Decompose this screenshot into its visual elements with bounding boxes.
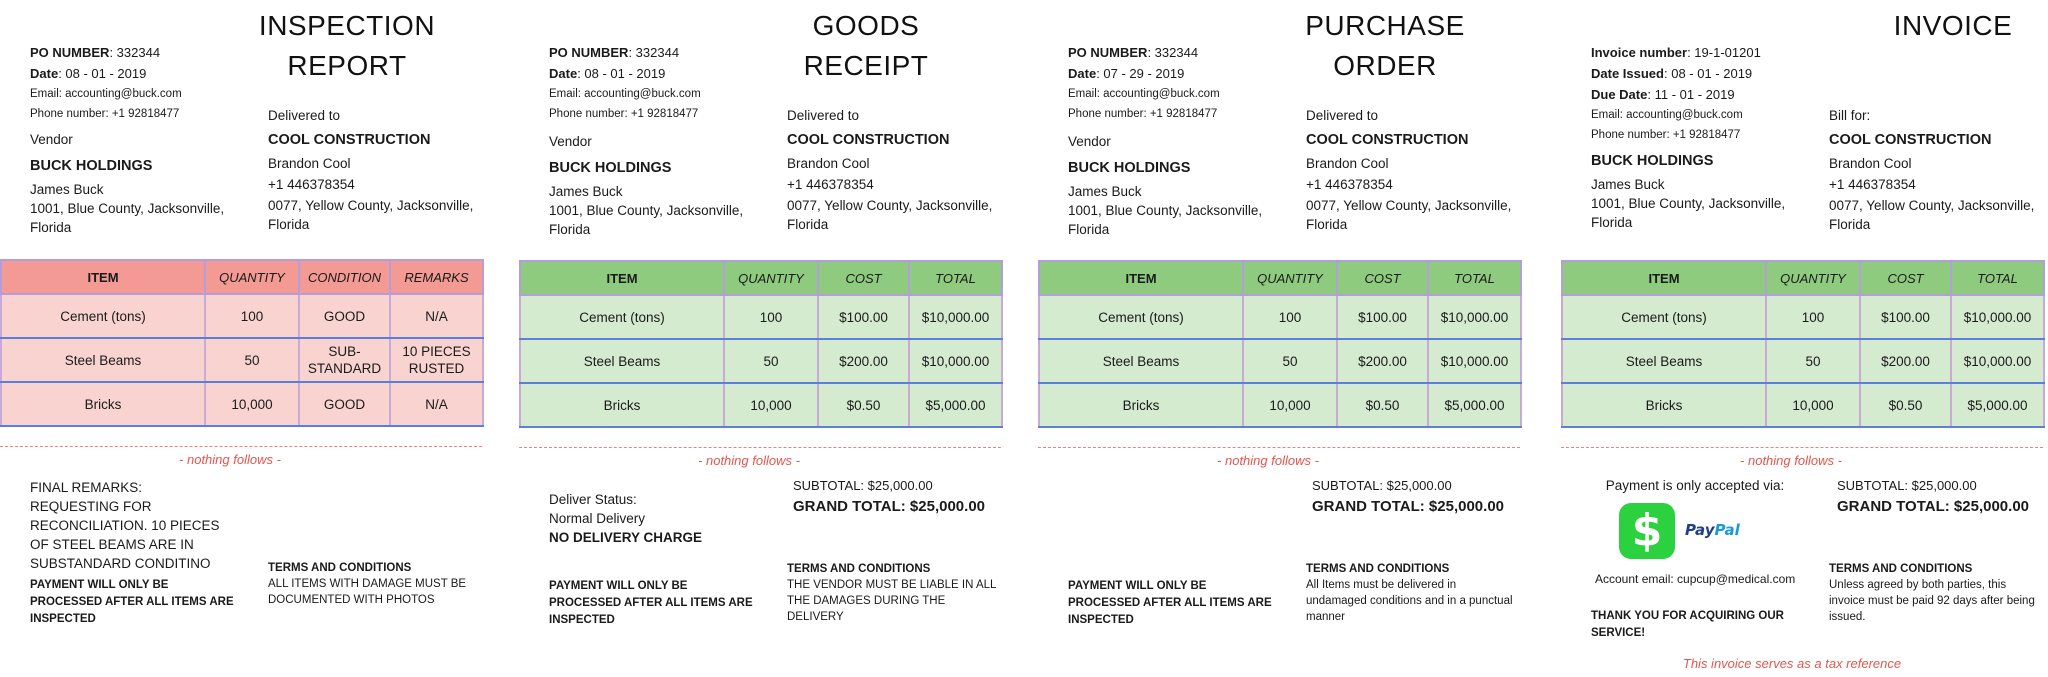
date-issued-label: Date Issued xyxy=(1591,66,1664,81)
table-cell: $200.00 xyxy=(1860,339,1951,383)
thank-you-note: THANK YOU FOR ACQUIRING OUR SERVICE! xyxy=(1591,610,1784,639)
document-title xyxy=(1873,6,2033,46)
deliver-name: COOL CONSTRUCTION xyxy=(1306,132,1469,148)
table-cell: $0.50 xyxy=(1337,383,1428,427)
table-cell: Cement (tons) xyxy=(1039,295,1243,339)
column-header: TOTAL xyxy=(1951,261,2044,295)
date-label: Date xyxy=(1068,66,1097,81)
deliver-block xyxy=(787,106,997,236)
table-cell: Steel Beams xyxy=(520,339,724,383)
table-cell: Cement (tons) xyxy=(1,294,205,338)
column-header: QUANTITY xyxy=(724,261,818,295)
table-row xyxy=(1039,383,1521,427)
phone-text: Phone number: +1 92818477 xyxy=(30,108,180,120)
po-number-value: : 332344 xyxy=(628,45,680,60)
table-cell: SUB-STANDARD xyxy=(299,338,390,382)
terms-body: THE VENDOR MUST BE LIABLE IN ALL THE DAMAGES DURING THE DELIVERY xyxy=(787,579,996,623)
terms-body: All Items must be delivered in undamaged conditions and in a punctual manner xyxy=(1306,579,1513,623)
paypal-logo-pay: Pay xyxy=(1685,521,1715,539)
terms-block xyxy=(787,561,997,625)
items-table xyxy=(0,259,484,427)
column-header: QUANTITY xyxy=(1766,261,1860,295)
deliver-label: Delivered to xyxy=(1306,108,1379,123)
terms-heading: TERMS AND CONDITIONS xyxy=(1306,563,1450,575)
bill-to-label: Bill for: xyxy=(1829,108,1871,123)
column-header: COST xyxy=(1860,261,1951,295)
vendor-address: 1001, Blue County, Jacksonville, Florida xyxy=(549,203,744,237)
column-header: QUANTITY xyxy=(1243,261,1337,295)
column-header: COST xyxy=(1337,261,1428,295)
items-table xyxy=(1561,260,2045,428)
table-cell: $10,000.00 xyxy=(1428,295,1521,339)
deliver-block xyxy=(1306,106,1516,236)
totals-block xyxy=(1837,476,2047,518)
payment-note: PAYMENT WILL ONLY BE PROCESSED AFTER ALL ITEMS ARE INSPECTED xyxy=(30,579,234,625)
payment-methods-label: Payment is only accepted via: xyxy=(1605,478,1785,493)
deliver-contact: Brandon Cool xyxy=(1306,156,1389,171)
table-cell: $5,000.00 xyxy=(1428,383,1521,427)
nothing-follows-note: - nothing follows - xyxy=(1217,453,1319,468)
deliver-phone: +1 446378354 xyxy=(1306,177,1393,192)
deliver-phone: +1 446378354 xyxy=(268,177,355,192)
email-text: Email: accounting@buck.com xyxy=(1068,88,1220,100)
bill-to-name: COOL CONSTRUCTION xyxy=(1829,132,1992,148)
vendor-block xyxy=(1068,132,1298,239)
table-cell: Steel Beams xyxy=(1,338,205,382)
table-cell: GOOD xyxy=(299,382,390,426)
cash-app-icon: $ xyxy=(1619,503,1675,559)
terms-heading: TERMS AND CONDITIONS xyxy=(268,562,412,574)
vendor-name: BUCK HOLDINGS xyxy=(1068,160,1191,176)
totals-block xyxy=(1312,476,1522,518)
vendor-label: Vendor xyxy=(30,132,73,147)
title-line: INVOICE xyxy=(1893,10,2013,41)
purchase-order-document xyxy=(1038,0,1520,677)
title-line: REPORT xyxy=(287,50,407,81)
table-row xyxy=(1039,339,1521,383)
table-row xyxy=(1,338,483,382)
deliver-label: Delivered to xyxy=(787,108,860,123)
deliver-phone: +1 446378354 xyxy=(787,177,874,192)
document-info xyxy=(549,42,779,124)
table-cell: 100 xyxy=(205,294,299,338)
table-cell: N/A xyxy=(390,294,483,338)
table-cell: $10,000.00 xyxy=(909,295,1002,339)
title-line: PURCHASE xyxy=(1305,10,1465,41)
bill-to-phone: +1 446378354 xyxy=(1829,177,1916,192)
final-remarks: FINAL REMARKS: REQUESTING FOR RECONCILIATION. 10 PIECES OF STEEL BEAMS ARE IN SUBSTANDARD CONDITINO xyxy=(30,480,220,571)
terms-body: ALL ITEMS WITH DAMAGE MUST BE DOCUMENTED WITH PHOTOS xyxy=(268,578,467,606)
status-label: Deliver Status: xyxy=(549,492,637,507)
totals-block xyxy=(793,476,1003,518)
table-cell: Bricks xyxy=(520,383,724,427)
table-cell: $10,000.00 xyxy=(1951,295,2044,339)
table-cell: 100 xyxy=(1766,295,1860,339)
divider xyxy=(0,446,482,447)
vendor-address: 1001, Blue County, Jacksonville, Florida xyxy=(30,201,225,235)
column-header: TOTAL xyxy=(909,261,1002,295)
table-cell: 10,000 xyxy=(1766,383,1860,427)
due-date-label: Due Date xyxy=(1591,87,1648,102)
paypal-logo xyxy=(1685,521,1740,539)
vendor-name: BUCK HOLDINGS xyxy=(30,158,153,174)
table-cell: $5,000.00 xyxy=(909,383,1002,427)
date-label: Date xyxy=(30,66,59,81)
deliver-address: 0077, Yellow County, Jacksonville, Florida xyxy=(268,198,474,232)
table-cell: 10,000 xyxy=(724,383,818,427)
table-cell: 100 xyxy=(1243,295,1337,339)
table-cell: $0.50 xyxy=(818,383,909,427)
status-value: Normal Delivery xyxy=(549,511,646,526)
table-cell: $10,000.00 xyxy=(1951,339,2044,383)
vendor-name: BUCK HOLDINGS xyxy=(549,160,672,176)
email-text: Email: accounting@buck.com xyxy=(1591,109,1743,121)
vendor-block xyxy=(30,130,260,237)
terms-heading: TERMS AND CONDITIONS xyxy=(787,563,931,575)
table-cell: $200.00 xyxy=(818,339,909,383)
grand-total: GRAND TOTAL: $25,000.00 xyxy=(793,498,986,515)
table-cell: Steel Beams xyxy=(1039,339,1243,383)
table-cell: 50 xyxy=(1243,339,1337,383)
terms-block xyxy=(1829,561,2039,625)
table-cell: Cement (tons) xyxy=(1562,295,1766,339)
title-line: INSPECTION xyxy=(258,10,436,41)
table-cell: 50 xyxy=(724,339,818,383)
title-line: ORDER xyxy=(1333,50,1437,81)
column-header: TOTAL xyxy=(1428,261,1521,295)
goods-receipt-document xyxy=(519,0,1001,677)
deliver-block xyxy=(268,106,478,236)
column-header: ITEM xyxy=(1,260,205,294)
table-cell: $5,000.00 xyxy=(1951,383,2044,427)
document-info xyxy=(30,42,260,124)
vendor-contact: James Buck xyxy=(549,184,623,199)
table-cell: Steel Beams xyxy=(1562,339,1766,383)
date-issued-value: : 08 - 01 - 2019 xyxy=(1663,66,1753,81)
invoice-number-value: : 19-1-01201 xyxy=(1687,45,1761,60)
table-cell: $100.00 xyxy=(1860,295,1951,339)
table-cell: $10,000.00 xyxy=(909,339,1002,383)
divider xyxy=(1561,447,2043,448)
po-number-label: PO NUMBER xyxy=(30,45,110,60)
phone-text: Phone number: +1 92818477 xyxy=(1068,108,1218,120)
deliver-contact: Brandon Cool xyxy=(268,156,351,171)
column-header: QUANTITY xyxy=(205,260,299,294)
vendor-label: Vendor xyxy=(1068,134,1111,149)
deliver-name: COOL CONSTRUCTION xyxy=(787,132,950,148)
vendor-contact: James Buck xyxy=(1591,177,1665,192)
vendor-block xyxy=(549,132,779,239)
table-cell: Bricks xyxy=(1,382,205,426)
deliver-address: 0077, Yellow County, Jacksonville, Florida xyxy=(787,198,993,232)
table-row xyxy=(1562,295,2044,339)
po-number-label: PO NUMBER xyxy=(1068,45,1148,60)
table-cell: $100.00 xyxy=(818,295,909,339)
table-cell: $100.00 xyxy=(1337,295,1428,339)
bill-to-address: 0077, Yellow County, Jacksonville, Florida xyxy=(1829,198,2035,232)
table-cell: $0.50 xyxy=(1860,383,1951,427)
tax-reference-note: This invoice serves as a tax reference xyxy=(1682,656,1902,671)
grand-total: GRAND TOTAL: $25,000.00 xyxy=(1312,498,1505,515)
table-cell: GOOD xyxy=(299,294,390,338)
email-text: Email: accounting@buck.com xyxy=(549,88,701,100)
inspection-report-document xyxy=(0,0,482,677)
terms-block xyxy=(268,560,478,608)
phone-text: Phone number: +1 92818477 xyxy=(1591,129,1741,141)
title-line: GOODS xyxy=(812,10,920,41)
subtotal: SUBTOTAL: $25,000.00 xyxy=(793,478,933,493)
table-row xyxy=(1,294,483,338)
po-number-label: PO NUMBER xyxy=(549,45,629,60)
account-email: Account email: cupcup@medical.com xyxy=(1595,572,1796,586)
items-table xyxy=(1038,260,1522,428)
table-row xyxy=(1039,295,1521,339)
vendor-contact: James Buck xyxy=(1068,184,1142,199)
delivery-charge: NO DELIVERY CHARGE xyxy=(549,530,703,545)
date-value: : 08 - 01 - 2019 xyxy=(577,66,666,81)
table-row xyxy=(520,339,1002,383)
table-row xyxy=(520,383,1002,427)
table-cell: $200.00 xyxy=(1337,339,1428,383)
bill-to-block xyxy=(1829,106,2039,236)
table-cell: 100 xyxy=(724,295,818,339)
deliver-label: Delivered to xyxy=(268,108,341,123)
payment-note: PAYMENT WILL ONLY BE PROCESSED AFTER ALL ITEMS ARE INSPECTED xyxy=(1068,580,1272,626)
divider xyxy=(1038,447,1520,448)
table-row xyxy=(1562,339,2044,383)
terms-heading: TERMS AND CONDITIONS xyxy=(1829,563,1973,575)
table-cell: $10,000.00 xyxy=(1428,339,1521,383)
nothing-follows-note: - nothing follows - xyxy=(179,452,281,467)
due-date-value: : 11 - 01 - 2019 xyxy=(1647,87,1735,102)
terms-body: Unless agreed by both parties, this invoice must be paid 92 days after being issued. xyxy=(1829,579,2035,623)
terms-block xyxy=(1306,561,1516,625)
column-header: CONDITION xyxy=(299,260,390,294)
invoice-document xyxy=(1561,0,2043,677)
table-cell: 50 xyxy=(205,338,299,382)
items-table xyxy=(519,260,1003,428)
date-value: : 07 - 29 - 2019 xyxy=(1096,66,1185,81)
table-cell: Cement (tons) xyxy=(520,295,724,339)
phone-text: Phone number: +1 92818477 xyxy=(549,108,699,120)
vendor-label: Vendor xyxy=(549,134,592,149)
table-cell: Bricks xyxy=(1562,383,1766,427)
table-cell: 10,000 xyxy=(1243,383,1337,427)
document-info xyxy=(1068,42,1298,124)
deliver-name: COOL CONSTRUCTION xyxy=(268,132,431,148)
vendor-block xyxy=(1591,151,1821,232)
vendor-address: 1001, Blue County, Jacksonville, Florida xyxy=(1068,203,1263,237)
email-text: Email: accounting@buck.com xyxy=(30,88,182,100)
column-header: COST xyxy=(818,261,909,295)
title-line: RECEIPT xyxy=(803,50,929,81)
table-cell: Bricks xyxy=(1039,383,1243,427)
column-header: REMARKS xyxy=(390,260,483,294)
delivery-status xyxy=(549,490,749,547)
column-header: ITEM xyxy=(520,261,724,295)
po-number-value: : 332344 xyxy=(109,45,161,60)
divider xyxy=(519,447,1001,448)
invoice-number-label: Invoice number xyxy=(1591,45,1688,60)
subtotal: SUBTOTAL: $25,000.00 xyxy=(1312,478,1452,493)
po-number-value: : 332344 xyxy=(1147,45,1199,60)
bill-to-contact: Brandon Cool xyxy=(1829,156,1912,171)
vendor-contact: James Buck xyxy=(30,182,104,197)
table-cell: 10 PIECES RUSTED xyxy=(390,338,483,382)
table-cell: 10,000 xyxy=(205,382,299,426)
document-info xyxy=(1591,42,1821,145)
column-header: ITEM xyxy=(1039,261,1243,295)
column-header: ITEM xyxy=(1562,261,1766,295)
grand-total: GRAND TOTAL: $25,000.00 xyxy=(1837,498,2030,515)
nothing-follows-note: - nothing follows - xyxy=(698,453,800,468)
vendor-name: BUCK HOLDINGS xyxy=(1591,153,1714,169)
nothing-follows-note: - nothing follows - xyxy=(1740,453,1842,468)
deliver-address: 0077, Yellow County, Jacksonville, Florida xyxy=(1306,198,1512,232)
vendor-address: 1001, Blue County, Jacksonville, Florida xyxy=(1591,196,1786,230)
table-cell: 50 xyxy=(1766,339,1860,383)
table-cell: N/A xyxy=(390,382,483,426)
table-row xyxy=(1,382,483,426)
paypal-logo-pal: Pal xyxy=(1714,521,1740,539)
date-label: Date xyxy=(549,66,578,81)
table-row xyxy=(520,295,1002,339)
payment-note: PAYMENT WILL ONLY BE PROCESSED AFTER ALL ITEMS ARE INSPECTED xyxy=(549,580,753,626)
deliver-contact: Brandon Cool xyxy=(787,156,870,171)
table-row xyxy=(1562,383,2044,427)
subtotal: SUBTOTAL: $25,000.00 xyxy=(1837,478,1977,493)
date-value: : 08 - 01 - 2019 xyxy=(58,66,147,81)
